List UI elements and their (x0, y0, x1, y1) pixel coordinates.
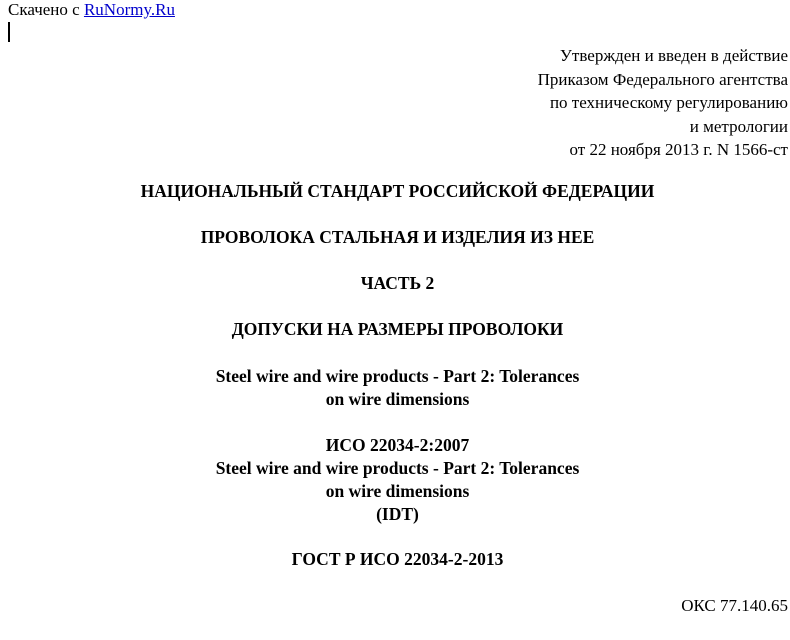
document-subtitle-ru: ДОПУСКИ НА РАЗМЕРЫ ПРОВОЛОКИ (231, 319, 564, 339)
okc-code: ОКС 77.140.65 (681, 596, 788, 615)
document-title-ru: ПРОВОЛОКА СТАЛЬНАЯ И ИЗДЕЛИЯ ИЗ НЕЕ (200, 227, 595, 247)
gost-code: ГОСТ Р ИСО 22034-2-2013 (291, 549, 504, 569)
idt-label: (IDT) (376, 504, 419, 524)
document-title-en-line2: on wire dimensions (325, 389, 470, 409)
iso-code: ИСО 22034-2:2007 (325, 435, 470, 455)
download-source-line (8, 0, 175, 20)
approval-line: по техническому регулированию (549, 93, 788, 112)
approval-line: Приказом Федерального агентства (537, 69, 788, 89)
iso-title-line2: on wire dimensions (325, 481, 470, 501)
approval-block (538, 44, 788, 162)
document-title-en-line1: Steel wire and wire products - Part 2: Tolerances (215, 366, 580, 386)
iso-title-line1: Steel wire and wire products - Part 2: Tolerances (215, 458, 580, 478)
approval-line: и метрологии (689, 116, 788, 136)
text-cursor (8, 22, 10, 42)
download-source-prefix: Скачено с (8, 0, 84, 19)
approval-line: Утвержден и введен в действие (559, 46, 788, 65)
approval-line: от 22 ноября 2013 г. N 1566-ст (569, 140, 788, 159)
runormy-link[interactable]: RuNormy.Ru (83, 0, 175, 19)
national-standard-title: НАЦИОНАЛЬНЫЙ СТАНДАРТ РОССИЙСКОЙ ФЕДЕРАЦИИ (140, 181, 655, 201)
document-part: ЧАСТЬ 2 (360, 273, 435, 293)
